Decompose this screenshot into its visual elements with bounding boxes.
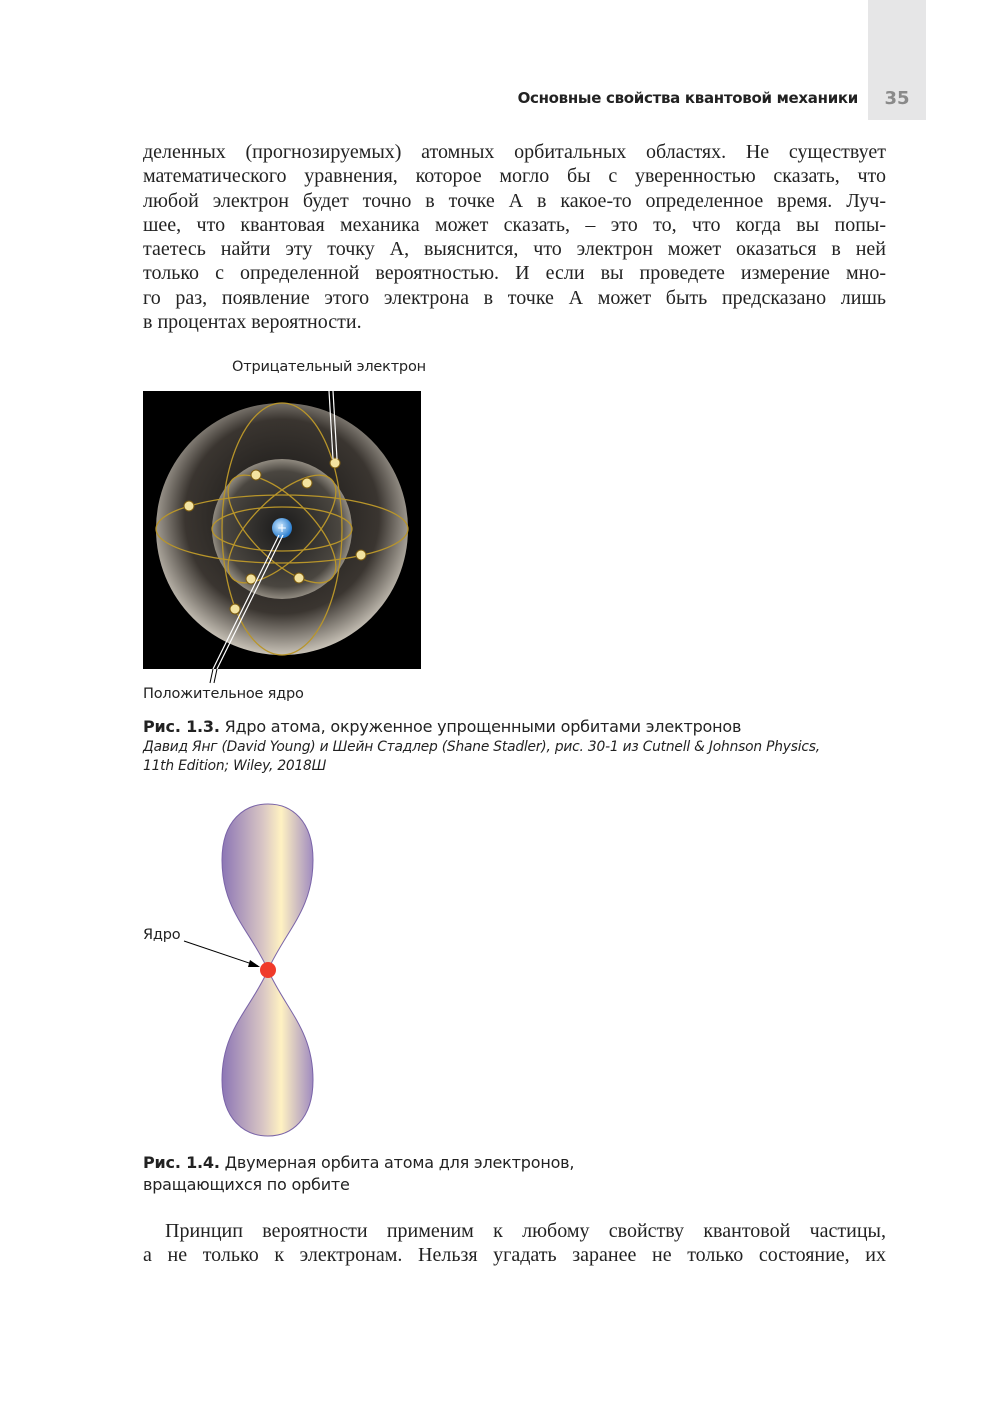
caption-text: Ядро атома, окруженное упрощенными орбитами электронов [219,717,742,736]
figure-2-caption [143,1153,574,1172]
text-line: а не только к электронам. Нельзя угадать заранее не только состояние, их [143,1244,886,1267]
text-line: шее, что квантовая механика может сказать, – это то, что когда вы попы- [143,213,886,236]
running-title: Основные свойства квантовой механики [517,89,858,107]
paragraph-2 [143,1219,886,1268]
orbital-nucleus-label: Ядро [143,927,181,943]
text-line: го раз, появление этого электрона в точке А может быть предсказано лишь [143,286,886,309]
nucleus-leader [200,669,230,685]
caption-number: Рис. 1.4. [143,1153,220,1172]
atom-illustration [143,391,421,669]
text-line: Принцип вероятности применим к любому свойству квантовой частицы, [165,1220,886,1242]
text-line: в процентах вероятности. [143,311,362,334]
text-line: любой электрон будет точно в точке А в какое-то определенное время. Луч- [143,189,886,212]
text-line: математического уравнения, которое могло бы с уверенностью сказать, что [143,165,886,188]
paragraph-1 [143,140,886,334]
text-line: деленных (прогнозируемых) атомных орбитальных областях. Не существует [143,141,886,163]
orbital-illustration [140,800,340,1140]
text-line: только с определенной вероятностью. И если вы проведете измерение мно- [143,262,886,285]
electron-label: Отрицательный электрон [232,359,426,375]
svg-text:+: + [276,521,288,535]
figure-1-credit-2: 11th Edition; Wiley, 2018Ш [143,758,327,774]
page-number: 35 [884,88,910,109]
nucleus-label: Положительное ядро [143,686,304,702]
orbital-nucleus [260,962,276,978]
electron-leader [186,376,196,392]
figure-1-credit-1: Давид Янг (David Young) и Шейн Стадлер (Shane Stadler), рис. 30-1 из Cutnell & Johnson Physics, [143,739,820,755]
figure-1-caption [143,717,741,736]
figure-2-caption-line2: вращающихся по орбите [143,1175,350,1194]
text-line: таетесь найти эту точку А, выяснится, что электрон может оказаться в ней [143,238,886,261]
caption-number: Рис. 1.3. [143,717,220,736]
caption-text: Двумерная орбита атома для электронов, [219,1153,575,1172]
